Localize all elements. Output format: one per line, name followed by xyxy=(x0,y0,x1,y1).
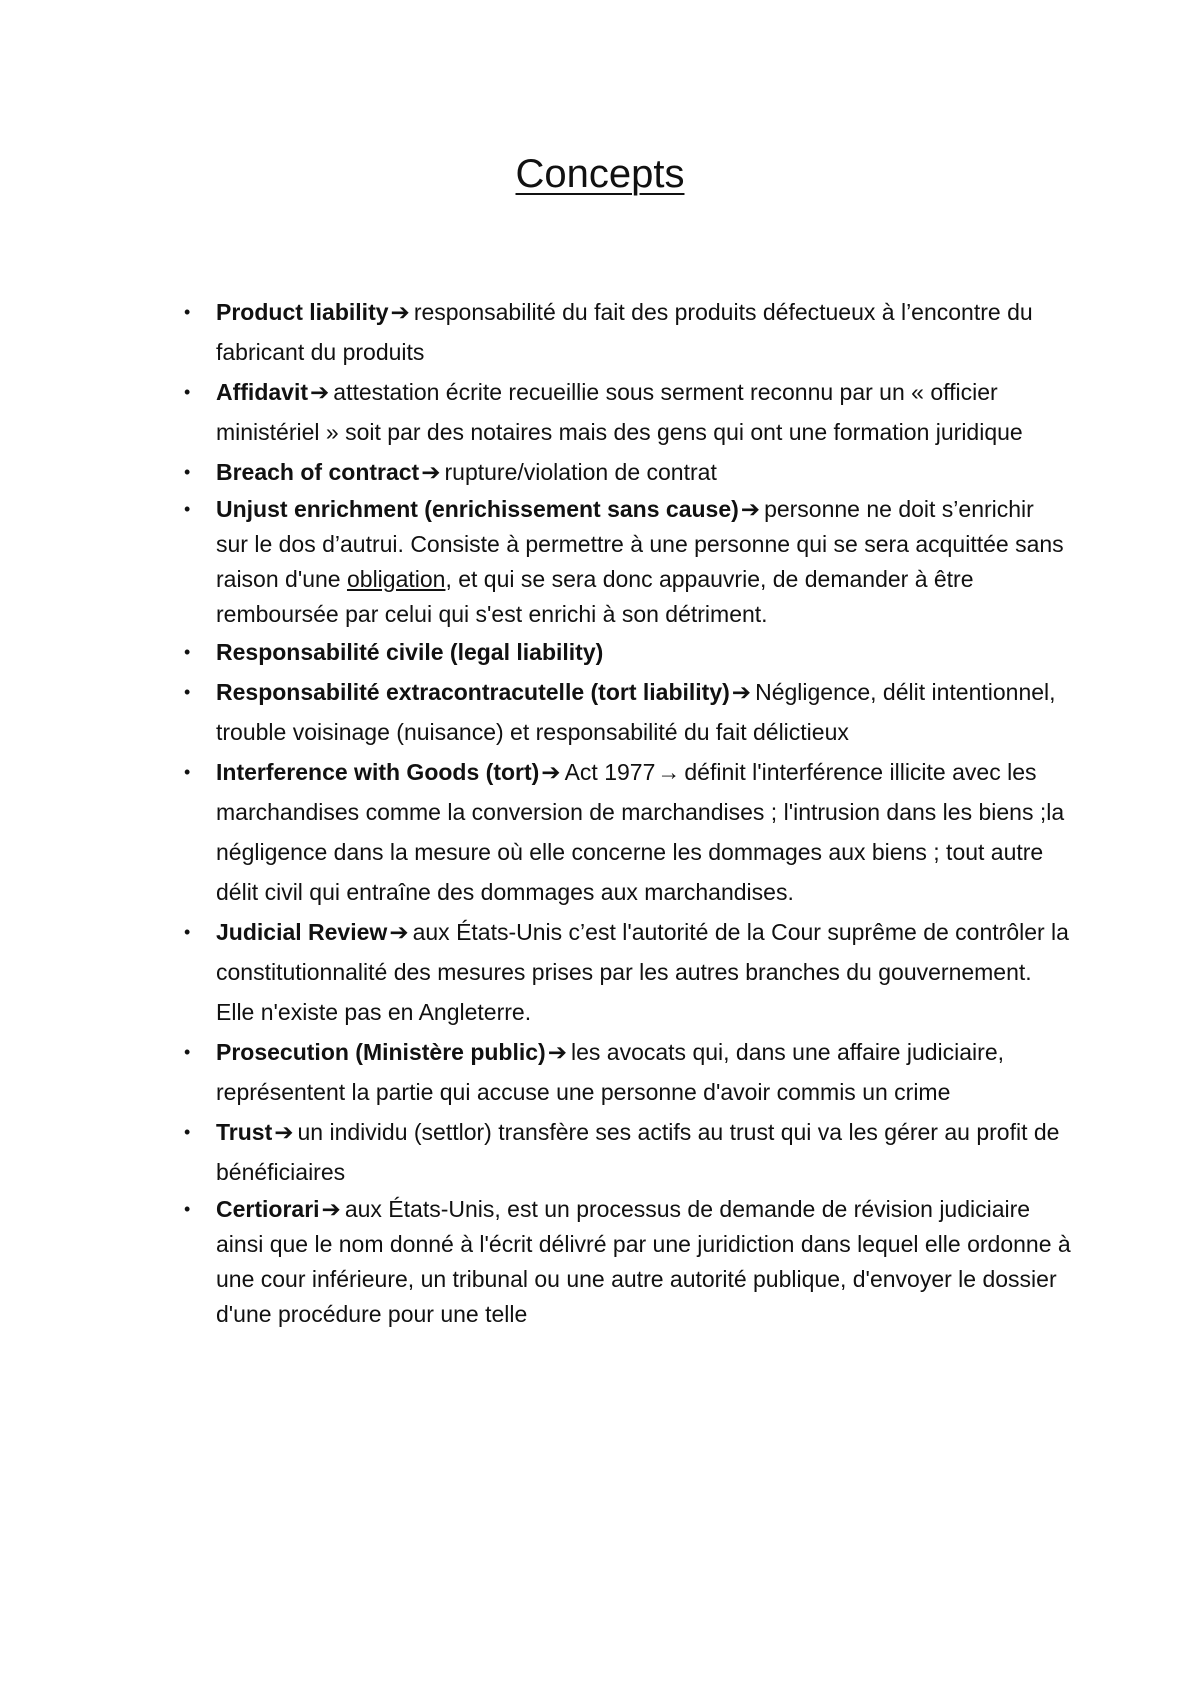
concept-definition: Négligence, délit intentionnel, trouble voisinage (nuisance) et responsabilité du fait délictieux xyxy=(216,679,1056,745)
concept-term: Judicial Review xyxy=(216,919,388,945)
list-item xyxy=(172,1032,1072,1112)
arrow-icon: ➔ xyxy=(310,379,330,405)
concept-definition-continued: définit l'interférence illicite avec les marchandises comme la conversion de marchandises ; l'intrusion dans les biens ;la négligence dans la mesure où elle concerne les dommages aux biens ; tout autre délit civil qui entraîne des dommages aux marchandises. xyxy=(216,759,1065,905)
concept-list xyxy=(172,292,1072,1332)
arrow-icon: ➔ xyxy=(541,759,561,785)
list-item xyxy=(172,752,1072,912)
bullet-icon: • xyxy=(184,762,191,782)
arrow-icon: ➔ xyxy=(421,459,441,485)
list-item xyxy=(172,632,1072,672)
concept-term: Interference with Goods (tort) xyxy=(216,759,540,785)
arrow-icon: ➔ xyxy=(389,919,409,945)
arrow-icon: ➔ xyxy=(274,1119,294,1145)
bullet-icon: • xyxy=(184,922,191,942)
list-item xyxy=(172,492,1072,632)
concept-term: Responsabilité extracontracutelle (tort liability) xyxy=(216,679,730,705)
concept-definition: les avocats qui, dans une affaire judiciaire, représentent la partie qui accuse une personne d'avoir commis un crime xyxy=(216,1039,1005,1105)
concept-definition: responsabilité du fait des produits défectueux à l’encontre du fabricant du produits xyxy=(216,299,1033,365)
arrow-icon: ➔ xyxy=(547,1039,567,1065)
list-item xyxy=(172,372,1072,452)
concept-term: Breach of contract xyxy=(216,459,420,485)
arrow-icon: ➔ xyxy=(390,299,410,325)
concept-definition-continued: , et qui se sera donc appauvrie, de demander à être remboursée par celui qui s'est enrichi à son détriment. xyxy=(216,566,974,627)
list-item xyxy=(172,912,1072,1032)
bullet-icon: • xyxy=(184,1042,191,1062)
concept-term: Certiorari xyxy=(216,1196,320,1222)
concept-term: Trust xyxy=(216,1119,273,1145)
bullet-icon: • xyxy=(184,462,191,482)
concept-definition: rupture/violation de contrat xyxy=(444,459,717,485)
concept-term: Prosecution (Ministère public) xyxy=(216,1039,546,1065)
concept-definition: Act 1977 xyxy=(564,759,656,785)
list-item xyxy=(172,672,1072,752)
arrow-icon: ➔ xyxy=(321,1196,341,1222)
concept-definition: aux États-Unis c’est l'autorité de la Cour suprême de contrôler la constitutionnalité des mesures prises par les autres branches du gouvernement. Elle n'existe pas en Angleterre. xyxy=(216,919,1069,1025)
concept-term: Product liability xyxy=(216,299,389,325)
concept-term: Unjust enrichment (enrichissement sans cause) xyxy=(216,496,739,522)
arrow-icon: ➔ xyxy=(731,679,752,705)
page-title: Concepts xyxy=(515,152,685,196)
concept-term: Affidavit xyxy=(216,379,308,405)
list-item xyxy=(172,452,1072,492)
obligation-link[interactable]: obligation xyxy=(346,566,446,592)
concept-term: Responsabilité civile (legal liability) xyxy=(216,639,604,665)
bullet-icon: • xyxy=(184,642,191,662)
bullet-icon: • xyxy=(184,1122,191,1142)
concept-definition: personne ne doit s’enrichir sur le dos d’autrui. Consiste à permettre à une personne qui se sera acquittée sans raison d'une xyxy=(216,496,1064,592)
concept-definition: attestation écrite recueillie sous serment reconnu par un « officier ministériel » soit par des notaires mais des gens qui ont une formation juridique xyxy=(216,379,1023,445)
thin-arrow-icon: → xyxy=(657,759,681,785)
bullet-icon: • xyxy=(184,1199,191,1219)
list-item xyxy=(172,292,1072,372)
bullet-icon: • xyxy=(184,499,191,519)
list-item xyxy=(172,1112,1072,1192)
bullet-icon: • xyxy=(184,302,191,322)
list-item xyxy=(172,1192,1072,1332)
bullet-icon: • xyxy=(184,682,191,702)
concept-definition: aux États-Unis, est un processus de demande de révision judiciaire ainsi que le nom donné à l'écrit délivré par une juridiction dans lequel elle ordonne à une cour inférieure, un tribunal ou une autre autorité publique, d'envoyer le dossier d'une procédure pour une telle xyxy=(216,1196,1071,1327)
arrow-icon: ➔ xyxy=(740,496,761,522)
concept-definition: un individu (settlor) transfère ses actifs au trust qui va les gérer au profit de bénéficiaires xyxy=(216,1119,1060,1185)
bullet-icon: • xyxy=(184,382,191,402)
